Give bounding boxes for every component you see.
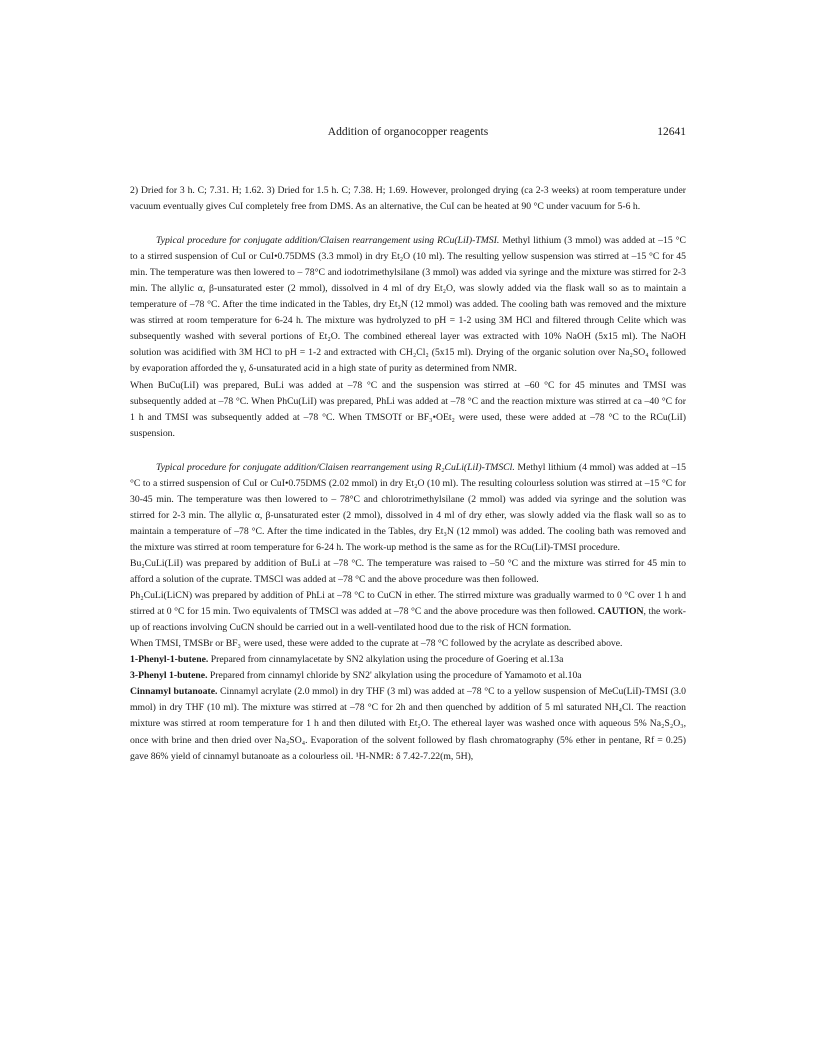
tmsi-note: When TMSI, TMSBr or BF₃ were used, these were added to the cuprate at –78 °C followed by the acrylate as described above. [130, 638, 623, 650]
running-title: Addition of organocopper reagents [327, 126, 489, 138]
compound-2-name: 3-Phenyl 1-butene. [130, 670, 208, 682]
compound-2-paragraph [130, 668, 686, 684]
procedure-1-paragraph [130, 233, 686, 377]
bu2culi-note: Bu₂CuLi(LiI) was prepared by addition of BuLi at –78 °C. The temperature was raised to –50 °C and the mixture was stirred for 45 min to afford a solution of the cuprate. TMSCl was added at –78 °C and the above procedure was then followed. [130, 557, 686, 586]
page-number: 12641 [657, 126, 686, 138]
procedure-1-body: Methyl lithium (3 mmol) was added at –15 °C to a stirred suspension of CuI or CuI•0.75DMS (3.3 mmol) in dry Et₂O (10 ml). The resulting yellow suspension was stirred at –15 °C for 45 min. The temperature was then lowered to – 78°C and iodotrimethylsilane (3 mmol) was added via syringe and the mixture was stirred for 2-3 min. The allylic α, β-unsaturated ester (2 mmol), dissolved in 4 ml of dry Et₂O, was slowly added via the flask wall so as to maintain a temperature of –78 °C. After the time indicated in the Tables, dry Et₃N (12 mmol) was added. The cooling bath was removed and the mixture was stirred at room temperature for 6-24 h. The mixture was hydrolyzed to pH = 1-2 using 3M HCl and filtered through Celite which was subsequently washed with several portions of Et₂O. The combined ethereal layer was extracted with 10% NaOH (5x15 ml). The NaOH solution was acidified with 3M HCl to pH = 1-2 and extracted with CH₂Cl₂ (5x15 ml). Drying of the organic solution over Na₂SO₄ followed by evaporation afforded the γ, δ-unsaturated acid in a high state of purity as determined from NMR. [130, 235, 686, 375]
procedure-2-title: Typical procedure for conjugate addition/Claisen rearrangement using R₂CuLi(LiI)-TMSCl. [156, 461, 515, 473]
article-body [130, 183, 686, 765]
procedure-2-paragraph [130, 460, 686, 556]
procedure-2-body: Methyl lithium (4 mmol) was added at –15 °C to a stirred suspension of CuI or CuI•0.75DMS (2.02 mmol) in dry Et₂O (10 ml). The resulting colourless solution was stirred at –15 °C for 30-45 min. The temperature was then lowered to – 78°C and chlorotrimethylsilane (2 mmol) was added via syringe and the solution was stirred for 2-3 min. The allylic α, β-unsaturated ester (2 mmol), dissolved in 4 ml of dry ether, was slowly added via the flask wall so as to maintain a temperature of –78 °C. After the time indicated in the Tables, dry Et₃N (12 mmol) was added. The cooling bath was removed and the mixture was stirred at room temperature for 6-24 h. The work-up method is the same as for the RCu(LiI)-TMSI procedure. [130, 461, 686, 553]
page-header [130, 126, 686, 142]
drying-notes-paragraph: 2) Dried for 3 h. C; 7.31. H; 1.62. 3) Dried for 1.5 h. C; 7.38. H; 1.69. However, prolonged drying (ca 2-3 weeks) at room temperature under vacuum eventually gives CuI completely free from DMS. As an alternative, the CuI can be heated at 90 °C under vacuum for 5-6 h. [130, 185, 686, 213]
ph2culi-text: Ph₂CuLi(LiCN) was prepared by addition of PhLi at –78 °C to CuCN in ether. The stirred mixture was gradually warmed to 0 °C over 1 h and stirred at 0 °C for 15 min. Two equivalents of TMSCl was added at –78 °C and the above procedure was then followed. [130, 590, 686, 618]
compound-3-paragraph [130, 684, 686, 764]
compound-3-text: Cinnamyl acrylate (2.0 mmol) in dry THF (3 ml) was added at –78 °C to a yellow suspension of MeCu(LiI)-TMSI (3.0 mmol) in dry THF (10 ml). The mixture was stirred at –78 °C for 2h and then quenched by addition of 5 ml saturated NH₄Cl. The reaction mixture was stirred at room temperature for 1 h and then diluted with Et₂O. The ethereal layer was washed once with aqueous 5% Na₂S₂O₃, once with brine and then dried over Na₂SO₄. Evaporation of the solvent followed by flash chromatography (5% ether in pentane, Rf = 0.25) gave 86% yield of cinnamyl butanoate as a colourless oil. ¹H-NMR: δ 7.42-7.22(m, 5H), [130, 686, 687, 762]
compound-3-name: Cinnamyl butanoate. [130, 686, 218, 698]
compound-1-paragraph [130, 652, 686, 668]
procedure-1-title: Typical procedure for conjugate addition/Claisen rearrangement using RCu(LiI)-TMSI. [156, 235, 500, 247]
caution-text: , the work-up of reactions involving CuCN should be carried out in a well-ventilated hood due to the risk of HCN formation. [130, 606, 686, 634]
ph2culi-note [130, 588, 686, 636]
compound-1-text: Prepared from cinnamylacetate by SN2 alkylation using the procedure of Goering et al.13a [208, 654, 564, 666]
compound-1-name: 1-Phenyl-1-butene. [130, 654, 209, 666]
procedure-1-note: When BuCu(LiI) was prepared, BuLi was added at –78 °C and the suspension was stirred at –60 °C for 45 minutes and TMSI was subsequently added at –78 °C. When PhCu(LiI) was prepared, PhLi was added at –78 °C and the reaction mixture was stirred at ca –40 °C for 1 h and TMSI was subsequently added at –78 °C. When TMSOTf or BF₃•OEt₂ were used, these were added at –78 °C to the RCu(LiI) suspension. [130, 379, 686, 439]
compound-2-text: Prepared from cinnamyl chloride by SN2' alkylation using the procedure of Yamamoto et al.10a [207, 670, 582, 682]
caution-label: CAUTION [597, 606, 644, 618]
